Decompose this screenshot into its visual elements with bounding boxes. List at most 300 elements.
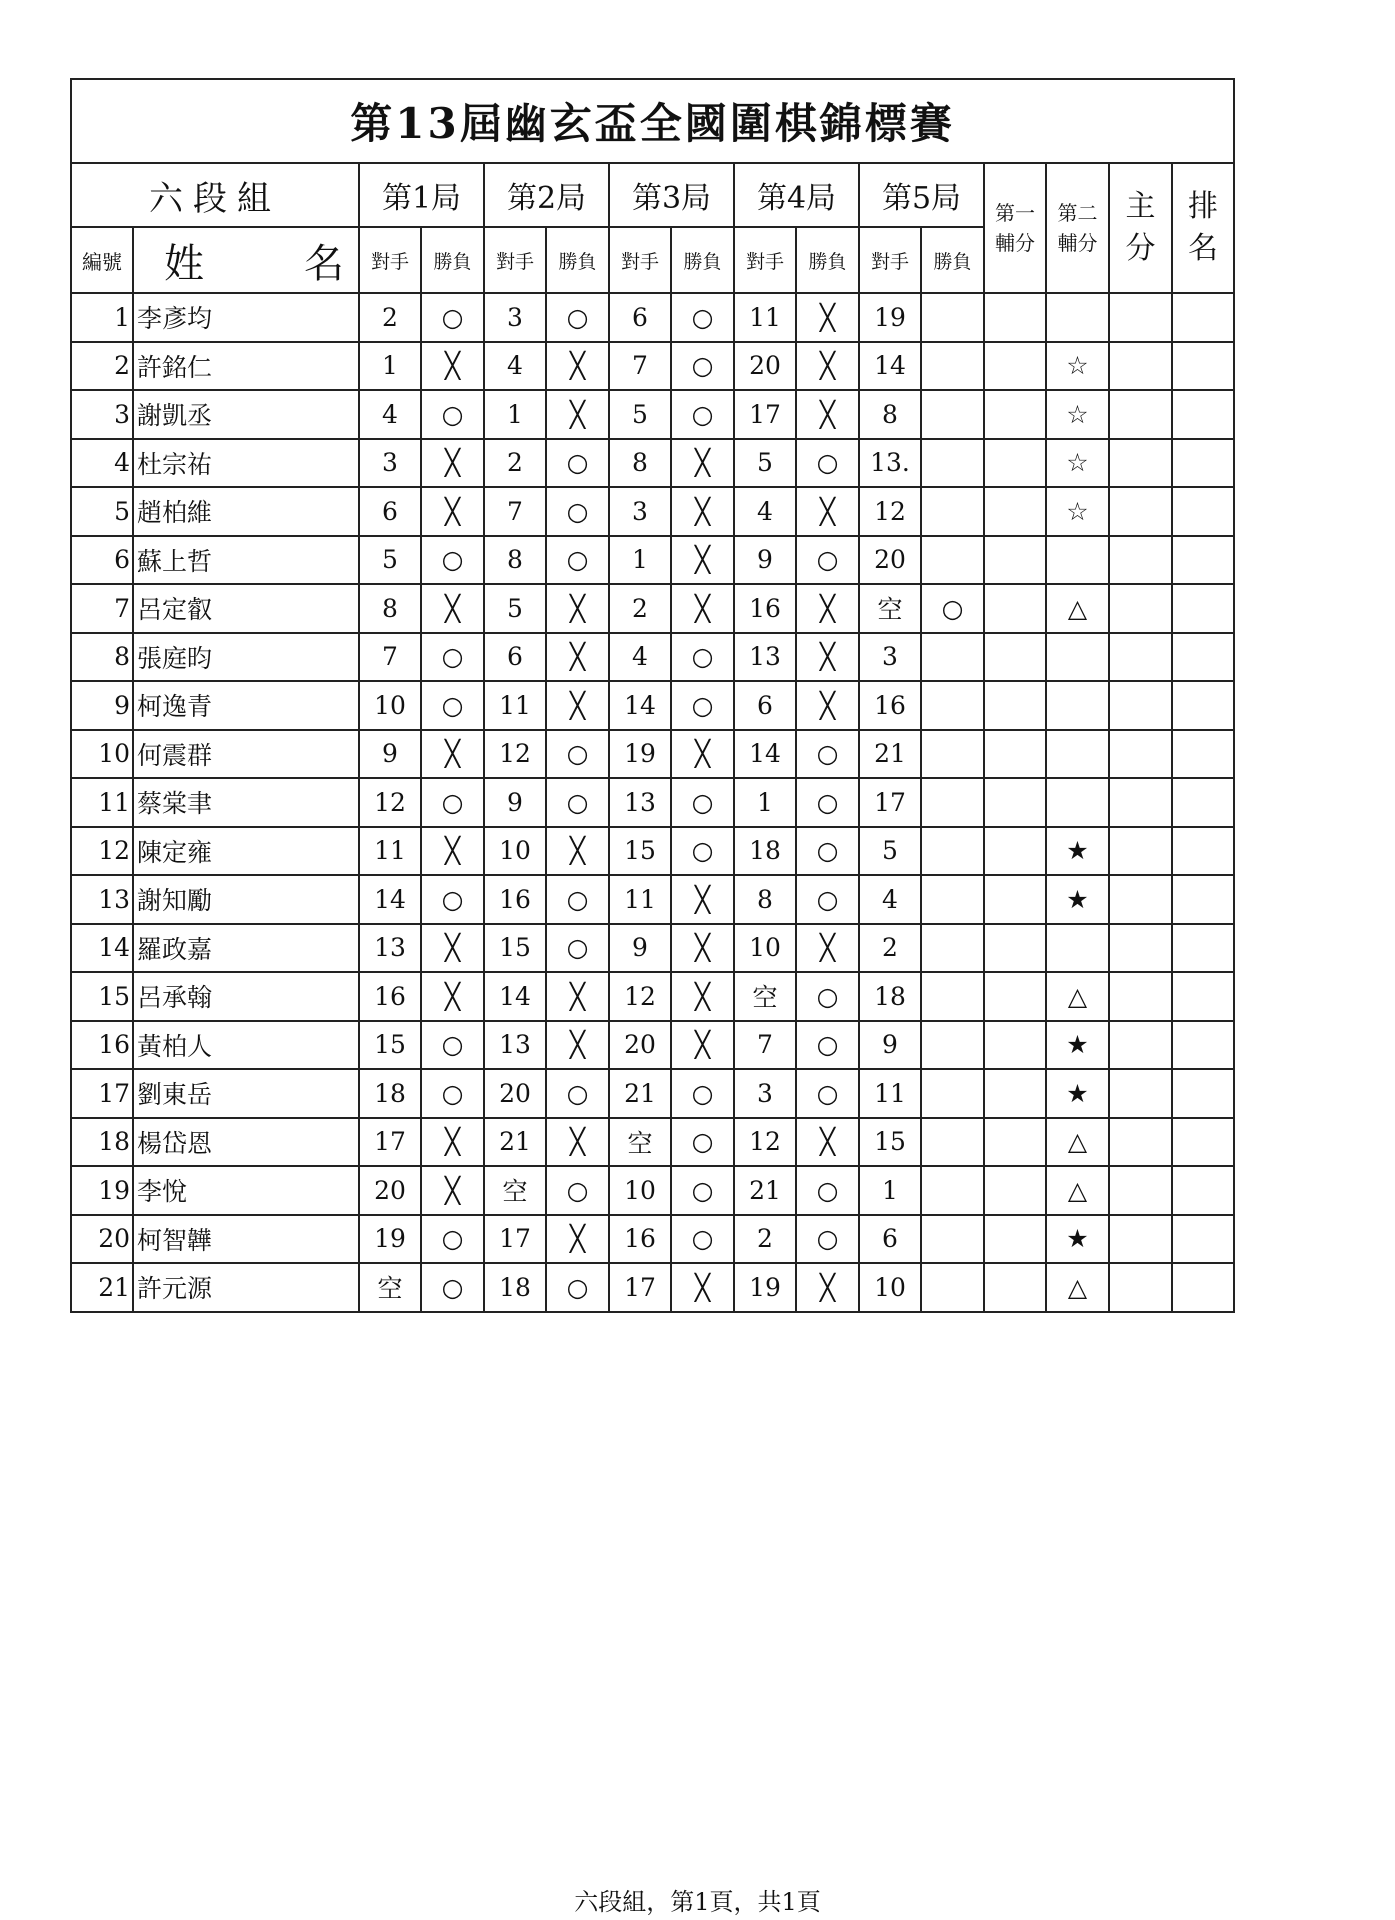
name-header [133,227,359,293]
aux-score-1-cell [984,439,1046,488]
round-2-opponent: 10 [484,827,546,876]
round-5-opponent: 11 [859,1069,921,1118]
round-3-result: ╳ [671,972,734,1021]
round-2-opponent: 5 [484,584,546,633]
round-2-opponent: 15 [484,924,546,973]
round-4-result: ╳ [796,681,859,730]
round-4-result: ○ [796,827,859,876]
aux-score-1-cell [984,584,1046,633]
round-5-result [921,1069,984,1118]
round-4-opponent: 1 [734,778,796,827]
rank-cell [1172,584,1234,633]
round-1-result: ○ [421,536,484,585]
round-2-opponent: 16 [484,875,546,924]
round-5-result [921,293,984,342]
aux-score-1-cell [984,827,1046,876]
player-number: 12 [71,827,133,876]
round-4-opponent: 20 [734,342,796,391]
round-3-result: ╳ [671,875,734,924]
round-5-result [921,730,984,779]
round-4-opponent: 18 [734,827,796,876]
round-1-opponent: 9 [359,730,421,779]
round-4-result: ╳ [796,924,859,973]
aux-score-1-cell [984,536,1046,585]
round-2-result: ╳ [546,1118,609,1167]
main-score-cell [1109,293,1172,342]
round-2-result: ╳ [546,633,609,682]
round-5-header: 第5局 [859,163,984,227]
r5-opponent-header: 對手 [859,227,921,293]
round-1-opponent: 15 [359,1021,421,1070]
round-5-opponent: 17 [859,778,921,827]
main-score-cell [1109,730,1172,779]
round-2-header: 第2局 [484,163,609,227]
round-1-opponent: 5 [359,536,421,585]
rank-cell [1172,681,1234,730]
table-row [71,1215,1234,1264]
r5-result-header: 勝負 [921,227,984,293]
rank-cell [1172,1215,1234,1264]
rank-cell [1172,1069,1234,1118]
round-2-opponent: 17 [484,1215,546,1264]
round-3-opponent: 4 [609,633,671,682]
round-1-opponent: 2 [359,293,421,342]
round-4-result: ○ [796,778,859,827]
round-2-result: ╳ [546,1021,609,1070]
aux-score-2-cell [1046,730,1109,779]
rank-cell [1172,1263,1234,1312]
round-4-opponent: 7 [734,1021,796,1070]
round-5-result: ○ [921,584,984,633]
round-2-result: ○ [546,439,609,488]
round-3-opponent: 19 [609,730,671,779]
player-name: 蔡棠聿 [133,778,359,827]
round-4-opponent: 空 [734,972,796,1021]
aux-score-2-cell: △ [1046,584,1109,633]
rank-cell [1172,633,1234,682]
round-5-result [921,487,984,536]
round-4-opponent: 11 [734,293,796,342]
round-1-opponent: 4 [359,390,421,439]
name-header-char2: 名 [304,240,344,287]
main-score-line2: 分 [1125,231,1156,266]
round-4-opponent: 5 [734,439,796,488]
round-1-opponent: 10 [359,681,421,730]
round-3-result: ○ [671,293,734,342]
main-score-cell [1109,924,1172,973]
round-5-opponent: 10 [859,1263,921,1312]
player-number: 7 [71,584,133,633]
player-name: 許銘仁 [133,342,359,391]
main-score-cell [1109,584,1172,633]
aux-score-1-cell [984,342,1046,391]
main-score-cell [1109,1263,1172,1312]
round-3-result: ○ [671,390,734,439]
round-1-result: ○ [421,1021,484,1070]
player-number: 13 [71,875,133,924]
round-4-result: ○ [796,1166,859,1215]
player-number: 3 [71,390,133,439]
aux-score-1-cell [984,1166,1046,1215]
round-5-result [921,681,984,730]
rank-cell [1172,1118,1234,1167]
table-row [71,342,1234,391]
round-1-opponent: 16 [359,972,421,1021]
round-2-opponent: 4 [484,342,546,391]
aux-score-2-cell [1046,293,1109,342]
round-4-result: ○ [796,1069,859,1118]
round-5-opponent: 15 [859,1118,921,1167]
player-number: 9 [71,681,133,730]
round-4-result: ○ [796,730,859,779]
main-score-cell [1109,1166,1172,1215]
player-name: 劉東岳 [133,1069,359,1118]
round-2-opponent: 14 [484,972,546,1021]
round-4-opponent: 8 [734,875,796,924]
main-score-cell [1109,972,1172,1021]
main-score-cell [1109,536,1172,585]
rank-cell [1172,293,1234,342]
player-name: 李彥均 [133,293,359,342]
table-row [71,1069,1234,1118]
aux-score-2-cell: ☆ [1046,487,1109,536]
round-2-result: ╳ [546,342,609,391]
table-row [71,487,1234,536]
aux-score-2-cell [1046,778,1109,827]
aux-score-2-cell [1046,681,1109,730]
round-5-opponent: 20 [859,536,921,585]
round-3-result: ○ [671,633,734,682]
round-5-opponent: 6 [859,1215,921,1264]
aux-score-1-cell [984,778,1046,827]
round-2-result: ╳ [546,1215,609,1264]
aux-score-2-cell: △ [1046,1263,1109,1312]
round-1-result: ○ [421,633,484,682]
aux-score-1-cell [984,1263,1046,1312]
round-4-opponent: 16 [734,584,796,633]
round-5-result [921,827,984,876]
round-3-opponent: 21 [609,1069,671,1118]
player-number: 19 [71,1166,133,1215]
round-3-opponent: 20 [609,1021,671,1070]
round-4-opponent: 13 [734,633,796,682]
round-3-result: ○ [671,1069,734,1118]
player-number: 1 [71,293,133,342]
round-5-result [921,924,984,973]
aux-score-1-line2: 輔分 [995,231,1035,255]
round-3-opponent: 10 [609,1166,671,1215]
round-5-result [921,1118,984,1167]
round-2-opponent: 20 [484,1069,546,1118]
round-3-opponent: 9 [609,924,671,973]
round-3-opponent: 6 [609,293,671,342]
round-5-result [921,972,984,1021]
round-2-opponent: 18 [484,1263,546,1312]
main-score-cell [1109,875,1172,924]
round-4-opponent: 4 [734,487,796,536]
player-name: 杜宗祐 [133,439,359,488]
round-5-opponent: 1 [859,1166,921,1215]
player-name: 趙柏維 [133,487,359,536]
round-5-result [921,633,984,682]
round-1-result: ╳ [421,1166,484,1215]
main-score-header [1109,163,1172,293]
round-2-result: ╳ [546,827,609,876]
round-1-result: ╳ [421,924,484,973]
round-4-opponent: 2 [734,1215,796,1264]
table-row [71,1021,1234,1070]
round-1-opponent: 11 [359,827,421,876]
round-4-opponent: 9 [734,536,796,585]
round-2-result: ○ [546,730,609,779]
round-4-result: ○ [796,536,859,585]
round-3-result: ╳ [671,730,734,779]
round-3-result: ╳ [671,1021,734,1070]
round-2-result: ○ [546,487,609,536]
aux-score-1-cell [984,730,1046,779]
player-name: 柯逸青 [133,681,359,730]
rank-line2: 名 [1188,231,1218,266]
round-3-opponent: 11 [609,875,671,924]
table-row [71,390,1234,439]
round-2-result: ╳ [546,390,609,439]
round-5-result [921,439,984,488]
player-number: 8 [71,633,133,682]
player-name: 柯智韡 [133,1215,359,1264]
round-4-opponent: 17 [734,390,796,439]
aux-score-2-cell [1046,536,1109,585]
player-number: 15 [71,972,133,1021]
main-score-cell [1109,390,1172,439]
round-5-opponent: 14 [859,342,921,391]
main-score-cell [1109,681,1172,730]
round-1-result: ○ [421,1263,484,1312]
aux-score-1-cell [984,1215,1046,1264]
round-1-opponent: 19 [359,1215,421,1264]
table-row [71,778,1234,827]
player-number: 21 [71,1263,133,1312]
aux-score-2-cell: ★ [1046,827,1109,876]
round-5-opponent: 3 [859,633,921,682]
round-1-result: ╳ [421,972,484,1021]
aux-score-2-cell: ☆ [1046,390,1109,439]
main-score-cell [1109,487,1172,536]
rank-cell [1172,1021,1234,1070]
round-2-result: ╳ [546,972,609,1021]
r3-opponent-header: 對手 [609,227,671,293]
round-5-result [921,1166,984,1215]
round-2-opponent: 13 [484,1021,546,1070]
aux-score-1-header [984,163,1046,293]
name-header-char1: 姓 [164,240,204,287]
aux-score-2-line1: 第二 [1057,201,1098,225]
player-rows [71,293,1234,1312]
round-1-result: ○ [421,293,484,342]
round-4-result: ○ [796,1021,859,1070]
rank-header [1172,163,1234,293]
round-4-opponent: 14 [734,730,796,779]
player-name: 黃柏人 [133,1021,359,1070]
round-1-opponent: 12 [359,778,421,827]
player-name: 謝凱丞 [133,390,359,439]
round-5-opponent: 12 [859,487,921,536]
aux-score-1-cell [984,1021,1046,1070]
round-5-opponent: 8 [859,390,921,439]
aux-score-2-cell: △ [1046,1118,1109,1167]
round-3-result: ○ [671,1118,734,1167]
player-name: 陳定雍 [133,827,359,876]
round-5-result [921,390,984,439]
round-5-opponent: 5 [859,827,921,876]
round-5-opponent: 19 [859,293,921,342]
round-2-opponent: 9 [484,778,546,827]
aux-score-2-cell: ☆ [1046,342,1109,391]
round-3-opponent: 14 [609,681,671,730]
round-1-opponent: 3 [359,439,421,488]
round-3-result: ╳ [671,1263,734,1312]
player-name: 何震群 [133,730,359,779]
round-3-result: ○ [671,1215,734,1264]
aux-score-1-line1: 第一 [995,201,1035,225]
table-row [71,584,1234,633]
round-2-result: ○ [546,293,609,342]
round-5-result [921,1215,984,1264]
round-4-header: 第4局 [734,163,859,227]
r2-opponent-header: 對手 [484,227,546,293]
round-4-result: ╳ [796,1118,859,1167]
round-4-result: ╳ [796,1263,859,1312]
player-name: 呂定叡 [133,584,359,633]
round-2-opponent: 7 [484,487,546,536]
round-1-result: ╳ [421,487,484,536]
round-2-result: ○ [546,875,609,924]
round-3-opponent: 12 [609,972,671,1021]
round-1-result: ╳ [421,827,484,876]
table-row [71,536,1234,585]
round-5-result [921,1263,984,1312]
r4-result-header: 勝負 [796,227,859,293]
round-3-opponent: 8 [609,439,671,488]
aux-score-1-cell [984,681,1046,730]
player-name: 蘇上哲 [133,536,359,585]
table-row [71,827,1234,876]
round-2-result: ╳ [546,584,609,633]
round-2-opponent: 2 [484,439,546,488]
aux-score-1-cell [984,875,1046,924]
round-2-result: ○ [546,924,609,973]
player-number: 5 [71,487,133,536]
round-1-opponent: 8 [359,584,421,633]
table-row [71,439,1234,488]
tournament-title: 第13屆幽玄盃全國圍棋錦標賽 [71,79,1234,163]
round-3-opponent: 3 [609,487,671,536]
main-score-cell [1109,342,1172,391]
aux-score-2-header [1046,163,1109,293]
aux-score-1-cell [984,1069,1046,1118]
main-score-cell [1109,1021,1172,1070]
player-name: 張庭昀 [133,633,359,682]
r3-result-header: 勝負 [671,227,734,293]
player-number: 14 [71,924,133,973]
player-number: 10 [71,730,133,779]
round-1-opponent: 14 [359,875,421,924]
round-3-opponent: 1 [609,536,671,585]
round-3-opponent: 17 [609,1263,671,1312]
r4-opponent-header: 對手 [734,227,796,293]
aux-score-1-cell [984,293,1046,342]
round-4-opponent: 19 [734,1263,796,1312]
rank-cell [1172,439,1234,488]
round-2-opponent: 12 [484,730,546,779]
aux-score-2-cell: ★ [1046,1069,1109,1118]
rank-cell [1172,730,1234,779]
round-1-result: ○ [421,1215,484,1264]
table-row [71,1118,1234,1167]
round-4-result: ╳ [796,390,859,439]
main-score-cell [1109,439,1172,488]
round-4-opponent: 6 [734,681,796,730]
table-row [71,633,1234,682]
round-5-opponent: 18 [859,972,921,1021]
round-1-opponent: 13 [359,924,421,973]
rank-cell [1172,1166,1234,1215]
table-row [71,875,1234,924]
aux-score-2-cell: ☆ [1046,439,1109,488]
r2-result-header: 勝負 [546,227,609,293]
main-score-cell [1109,1118,1172,1167]
standings-table [70,78,1235,1313]
player-number: 4 [71,439,133,488]
round-1-opponent: 17 [359,1118,421,1167]
number-header: 編號 [71,227,133,293]
main-score-cell [1109,1215,1172,1264]
player-number: 20 [71,1215,133,1264]
round-1-result: ╳ [421,439,484,488]
round-5-opponent: 空 [859,584,921,633]
round-4-result: ╳ [796,584,859,633]
table-row [71,972,1234,1021]
round-1-result: ○ [421,778,484,827]
rank-cell [1172,342,1234,391]
player-number: 16 [71,1021,133,1070]
group-name: 六段組 [71,163,359,227]
round-3-opponent: 15 [609,827,671,876]
round-5-result [921,778,984,827]
aux-score-2-cell [1046,924,1109,973]
main-score-cell [1109,778,1172,827]
round-4-result: ○ [796,972,859,1021]
round-1-opponent: 空 [359,1263,421,1312]
round-4-result: ○ [796,1215,859,1264]
aux-score-2-cell: △ [1046,1166,1109,1215]
round-5-result [921,342,984,391]
round-5-opponent: 21 [859,730,921,779]
round-1-opponent: 7 [359,633,421,682]
round-3-result: ○ [671,681,734,730]
player-number: 2 [71,342,133,391]
round-1-opponent: 18 [359,1069,421,1118]
table-row [71,730,1234,779]
table-row [71,1263,1234,1312]
round-1-header: 第1局 [359,163,484,227]
round-3-opponent: 5 [609,390,671,439]
player-name: 許元源 [133,1263,359,1312]
aux-score-2-cell [1046,633,1109,682]
r1-opponent-header: 對手 [359,227,421,293]
round-1-result: ╳ [421,1118,484,1167]
round-2-result: ○ [546,1069,609,1118]
round-5-opponent: 2 [859,924,921,973]
